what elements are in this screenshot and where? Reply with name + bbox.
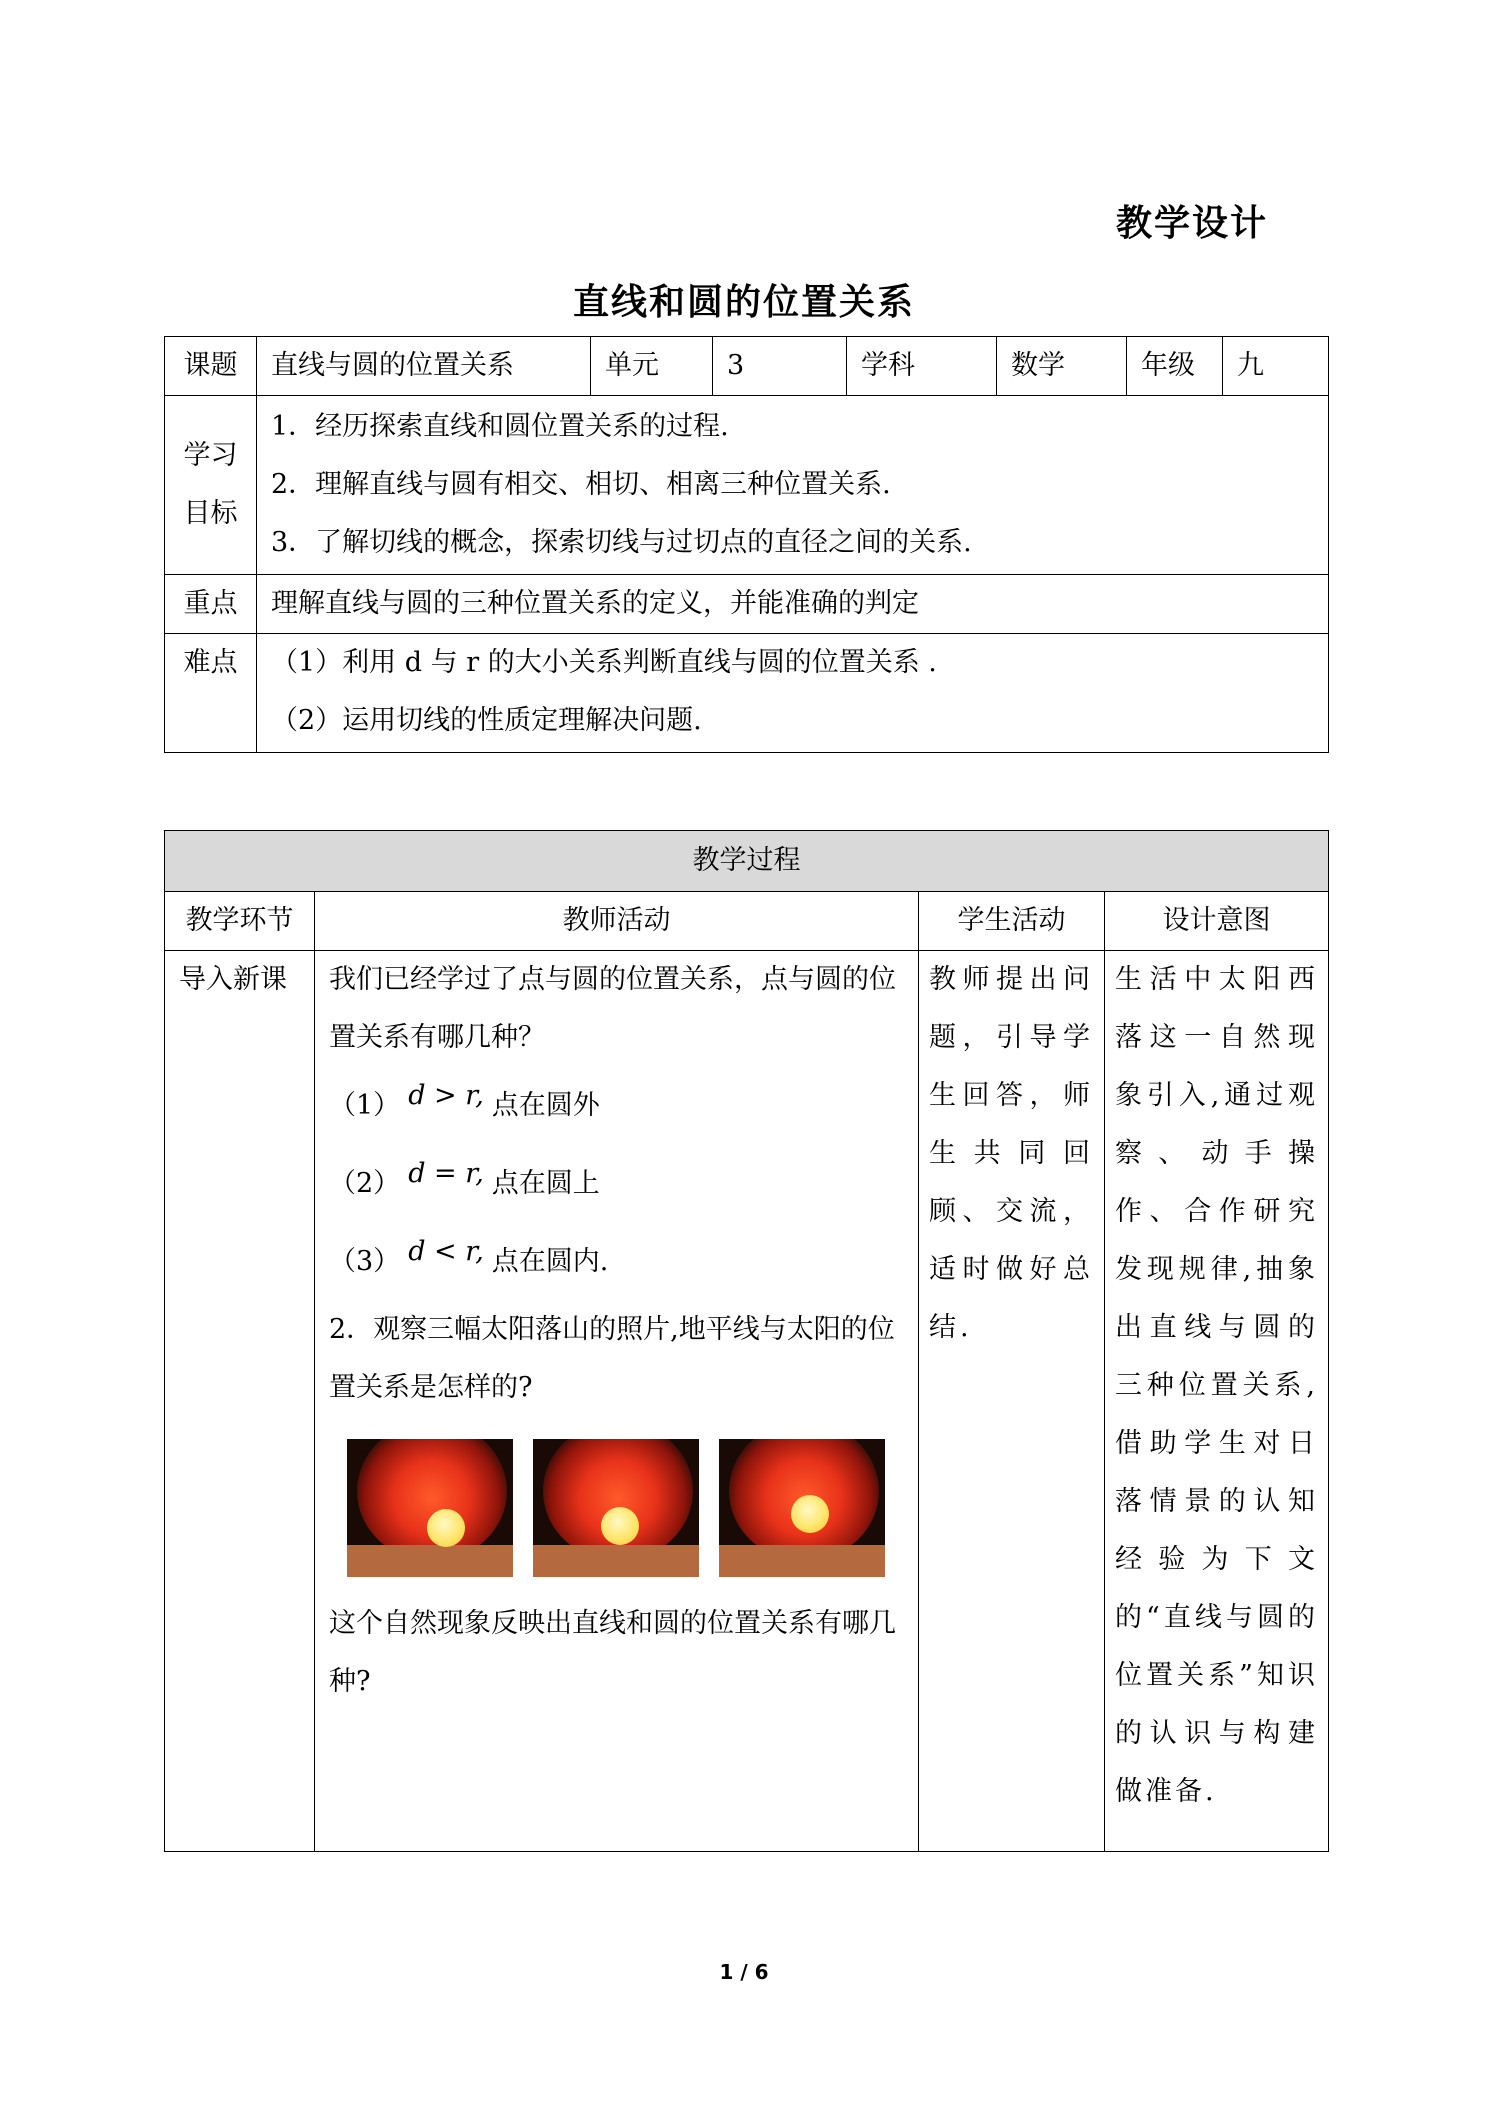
observe-prompt: 2．观察三幅太阳落山的照片,地平线与太阳的位置关系是怎样的? xyxy=(329,1314,895,1403)
col-teacher-header: 教师活动 xyxy=(315,892,919,951)
difficulty-label: 难点 xyxy=(165,634,257,753)
condition-item xyxy=(329,1223,904,1301)
topic-label: 课题 xyxy=(165,337,257,396)
condition-math: d = r, xyxy=(408,1158,484,1189)
sunset-photo xyxy=(347,1439,513,1577)
col-intent-header: 设计意图 xyxy=(1105,892,1329,951)
header-label: 教学设计 xyxy=(1115,203,1268,244)
condition-number: （1） xyxy=(329,1090,401,1121)
info-row-difficulty xyxy=(165,634,1329,753)
info-row-goals xyxy=(165,396,1329,575)
condition-math: d > r, xyxy=(408,1080,484,1111)
info-table xyxy=(164,336,1329,753)
condition-math: d < r, xyxy=(408,1236,484,1267)
unit-label: 单元 xyxy=(591,337,713,396)
goals-list xyxy=(257,396,1329,575)
condition-item xyxy=(329,1145,904,1223)
subject-label: 学科 xyxy=(847,337,997,396)
condition-number: （2） xyxy=(329,1168,401,1199)
goals-label xyxy=(165,396,257,575)
goals-label-line-2: 目标 xyxy=(183,498,238,529)
design-intent: 生活中太阳西落这一自然现象引入,通过观察、动手操作、合作研究发现规律,抽象出直线与圆的三种位置关系,借助学生对日落情景的认知经验为下文的“直线与圆的位置关系”知识的认识与构建做准备. xyxy=(1105,951,1329,1852)
process-banner: 教学过程 xyxy=(165,831,1329,892)
difficulty-item: （2）运用切线的性质定理解决问题. xyxy=(271,705,702,736)
document-title: 直线和圆的位置关系 xyxy=(572,282,915,323)
topic-value: 直线与圆的位置关系 xyxy=(257,337,591,396)
goal-item: 2．理解直线与圆有相交、相切、相离三种位置关系. xyxy=(271,469,891,500)
sunset-photo xyxy=(533,1439,699,1577)
condition-item xyxy=(329,1067,904,1145)
process-row-intro xyxy=(165,951,1329,1852)
student-activity: 教师提出问题，引导学生回答，师生共同回顾、交流，适时做好总结. xyxy=(919,951,1105,1852)
condition-text: 点在圆外 xyxy=(491,1090,600,1121)
key-value: 理解直线与圆的三种位置关系的定义，并能准确的判定 xyxy=(257,575,1329,634)
teacher-intro: 我们已经学过了点与圆的位置关系，点与圆的位置关系有哪几种？ xyxy=(329,964,896,1053)
difficulty-list xyxy=(257,634,1329,753)
teacher-activity xyxy=(315,951,919,1852)
condition-text: 点在圆上 xyxy=(491,1168,600,1199)
condition-number: （3） xyxy=(329,1246,401,1277)
question-prompt: 这个自然现象反映出直线和圆的位置关系有哪几种? xyxy=(329,1608,896,1697)
process-table xyxy=(164,830,1329,1852)
page-number: 1 / 6 xyxy=(719,1960,769,1984)
grade-label: 年级 xyxy=(1127,337,1223,396)
sunset-photo xyxy=(719,1439,885,1577)
sunset-photos xyxy=(347,1439,904,1577)
difficulty-item: （1）利用 d 与 r 的大小关系判断直线与圆的位置关系 . xyxy=(271,647,937,678)
info-row-topic xyxy=(165,337,1329,396)
goals-label-line-1: 学习 xyxy=(183,440,238,471)
col-stage-header: 教学环节 xyxy=(165,892,315,951)
goal-item: 1．经历探索直线和圆位置关系的过程. xyxy=(271,411,729,442)
col-student-header: 学生活动 xyxy=(919,892,1105,951)
process-header-row xyxy=(165,892,1329,951)
process-banner-row xyxy=(165,831,1329,892)
goal-item: 3．了解切线的概念，探索切线与过切点的直径之间的关系. xyxy=(271,527,972,558)
grade-value: 九 xyxy=(1223,337,1329,396)
key-label: 重点 xyxy=(165,575,257,634)
subject-value: 数学 xyxy=(997,337,1127,396)
unit-value: 3 xyxy=(713,337,847,396)
stage-cell: 导入新课 xyxy=(165,951,315,1852)
info-row-key xyxy=(165,575,1329,634)
condition-text: 点在圆内. xyxy=(491,1246,609,1277)
